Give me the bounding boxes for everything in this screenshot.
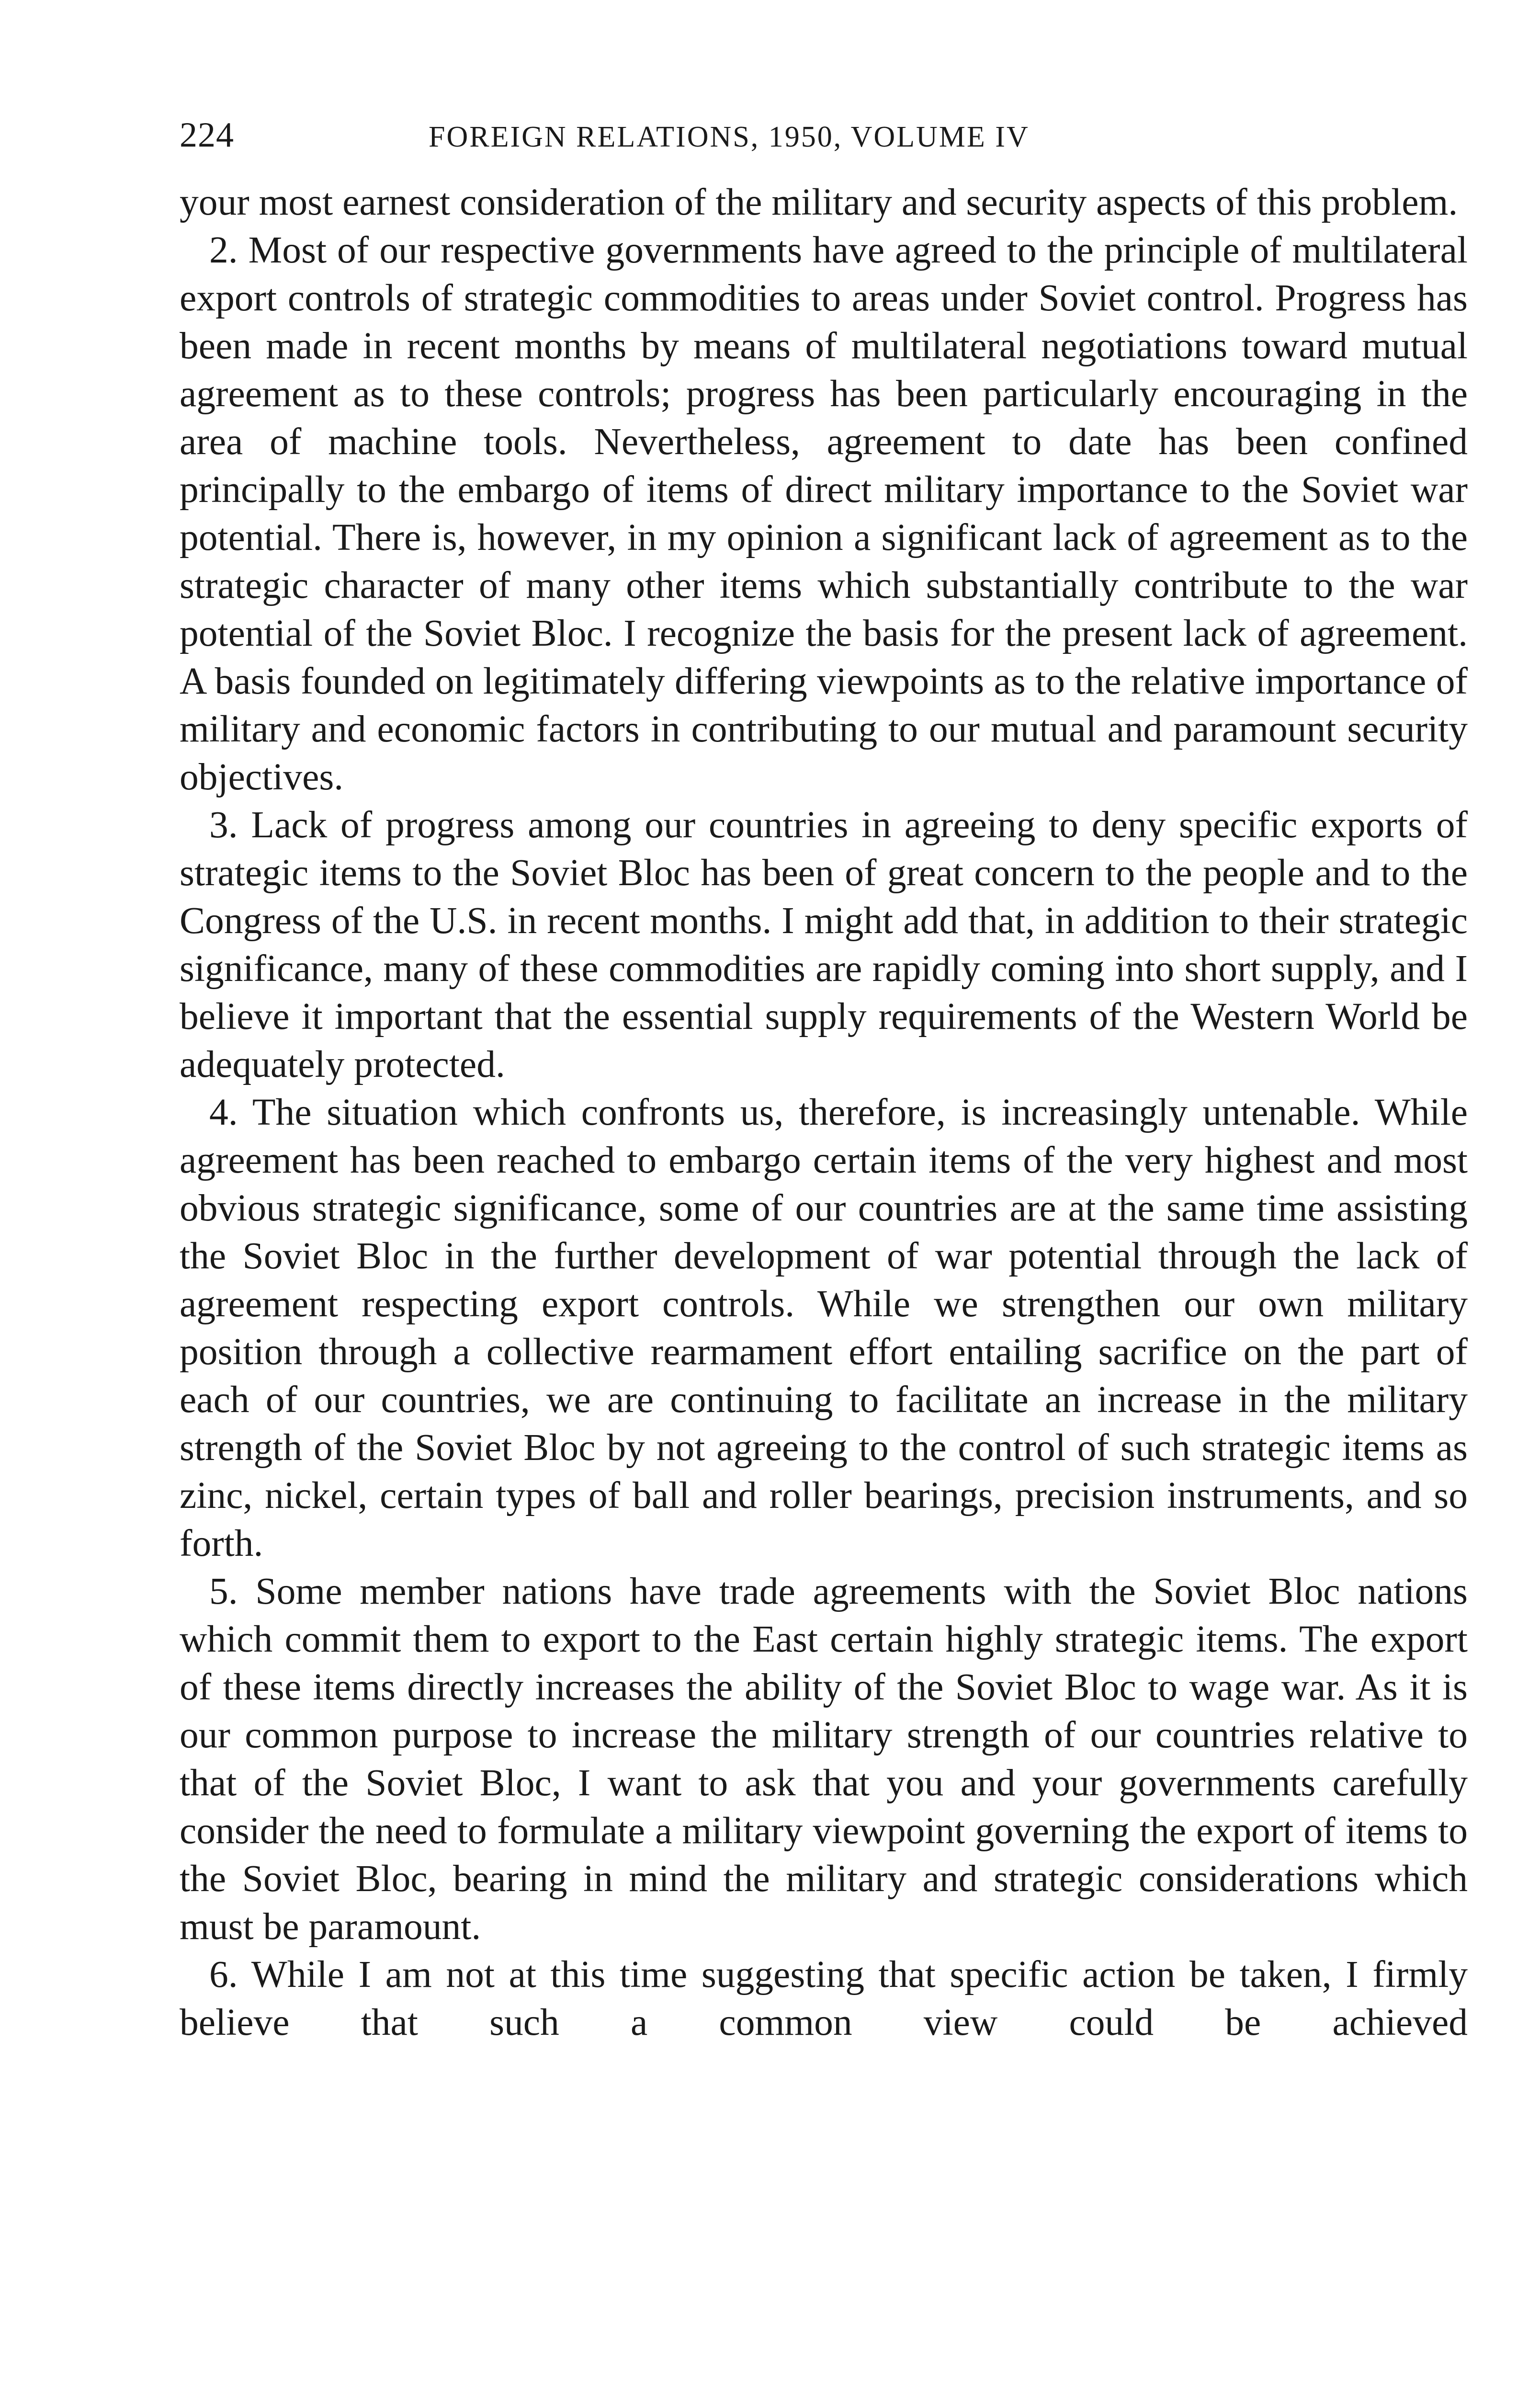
paragraph-2: 2. Most of our respective governments have agreed to the principle of multilateral export controls of strategic commodities to areas under Soviet control. Progress has been made in recent months by means of multilateral negotiations toward mutual agreement as to these controls; progress has been particularly encouraging in the area of machine tools. Nevertheless, agreement to date has been confined principally to the embargo of items of direct military importance to the Soviet war potential. There is, however, in my opinion a significant lack of agreement as to the strategic character of many other items which substantially contribute to the war potential of the Soviet Bloc. I recognize the basis for the present lack of agreement. A basis founded on legitimately differing viewpoints as to the relative importance of military and economic factors in contributing to our mutual and paramount security objectives. [180,229,1468,798]
body-text [180,178,1468,2046]
document-page [180,115,1468,2046]
paragraph-4: 4. The situation which confronts us, therefore, is increasingly untenable. While agreement has been reached to embargo certain items of the very highest and most obvious strategic significance, some of our countries are at the same time assisting the Soviet Bloc in the further development of war potential through the lack of agreement respecting export controls. While we strengthen our own military position through a collective rearmament effort entailing sacrifice on the part of each of our countries, we are continuing to facilitate an increase in the military strength of the Soviet Bloc by not agreeing to the control of such strategic items as zinc, nickel, certain types of ball and roller bearings, precision instruments, and so forth. [180,1091,1468,1564]
paragraph-5: 5. Some member nations have trade agreements with the Soviet Bloc nations which commit them to export to the East certain highly strategic items. The export of these items directly increases the ability of the Soviet Bloc to wage war. As it is our common purpose to increase the military strength of our countries relative to that of the Soviet Bloc, I want to ask that you and your governments carefully consider the need to formulate a military viewpoint governing the export of items to the Soviet Bloc, bearing in mind the military and strategic considerations which must be paramount. [180,1570,1468,1948]
paragraph-continuation: your most earnest consideration of the military and security aspects of this problem. [180,181,1458,223]
paragraph-6: 6. While I am not at this time suggesting that specific action be taken, I firmly believe that such a common view could be achieved [180,1953,1468,2043]
page-number: 224 [180,115,234,155]
running-head: FOREIGN RELATIONS, 1950, VOLUME IV [429,121,1030,153]
page-header [180,115,1468,172]
paragraph-3: 3. Lack of progress among our countries in agreeing to deny specific exports of strategic items to the Soviet Bloc has been of great concern to the people and to the Congress of the U.S. in recent months. I might add that, in addition to their strategic significance, many of these commodities are rapidly coming into short supply, and I believe it important that the essential supply requirements of the Western World be adequately protected. [180,804,1468,1085]
